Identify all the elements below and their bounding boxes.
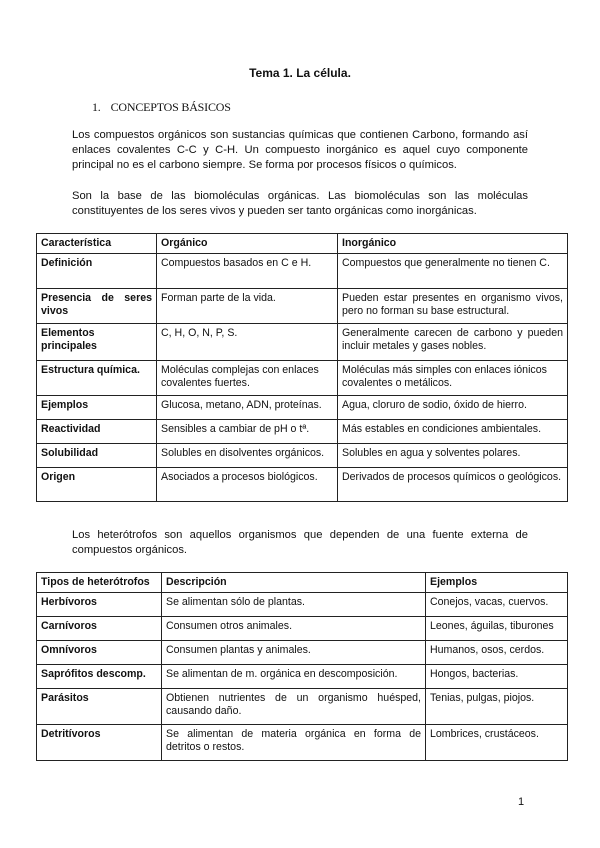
page-number: 1 [518, 796, 525, 808]
table-header-row [37, 573, 568, 593]
table-cell: Obtienen nutrientes de un organismo huésped, causando daño. [162, 689, 426, 725]
table-cell: Sensibles a cambiar de pH o tª. [157, 420, 338, 444]
row-label: Reactividad [37, 420, 157, 444]
table-row [37, 725, 568, 761]
table-row [37, 289, 568, 324]
table-cell: C, H, O, N, P, S. [157, 324, 338, 361]
table-cell: Solubles en disolventes orgánicos. [157, 444, 338, 468]
row-label: Herbívoros [37, 593, 162, 617]
table-cell: Leones, águilas, tiburones [426, 617, 568, 641]
table-cell: Solubles en agua y solventes polares. [338, 444, 568, 468]
row-label: Detritívoros [37, 725, 162, 761]
paragraph-heterotrophs: Los heterótrofos son aquellos organismos que dependen de una fuente externa de compuestos orgánicos. [72, 529, 528, 556]
table-cell: Se alimentan sólo de plantas. [162, 593, 426, 617]
column-header: Orgánico [157, 234, 338, 254]
organic-inorganic-table [36, 233, 568, 502]
table-header-row [37, 234, 568, 254]
table-cell: Compuestos que generalmente no tienen C. [338, 254, 568, 289]
table-row [37, 254, 568, 289]
table-row [37, 396, 568, 420]
table-cell: Hongos, bacterias. [426, 665, 568, 689]
table-cell: Moléculas complejas con enlaces covalentes fuertes. [157, 361, 338, 396]
table-cell: Conejos, vacas, cuervos. [426, 593, 568, 617]
table-cell: Glucosa, metano, ADN, proteínas. [157, 396, 338, 420]
table-cell: Pueden estar presentes en organismo vivos, pero no forman su base estructural. [338, 289, 568, 324]
column-header: Ejemplos [426, 573, 568, 593]
table-cell: Más estables en condiciones ambientales. [338, 420, 568, 444]
column-header: Característica [37, 234, 157, 254]
table-row [37, 468, 568, 502]
table-cell: Tenias, pulgas, piojos. [426, 689, 568, 725]
row-label: Presencia de seres vivos [37, 289, 157, 324]
row-label: Estructura química. [37, 361, 157, 396]
row-label: Omnívoros [37, 641, 162, 665]
table-cell: Consumen otros animales. [162, 617, 426, 641]
table-cell: Humanos, osos, cerdos. [426, 641, 568, 665]
table-cell: Agua, cloruro de sodio, óxido de hierro. [338, 396, 568, 420]
column-header: Inorgánico [338, 234, 568, 254]
paragraph-biomolecules: Son la base de las biomoléculas orgánicas. Las biomoléculas son las moléculas constituyentes de los seres vivos y pueden ser tanto orgánicas como inorgánicas. [72, 190, 528, 217]
row-label: Saprófitos descomp. [37, 665, 162, 689]
column-header: Tipos de heterótrofos [37, 573, 162, 593]
table-row [37, 689, 568, 725]
row-label: Solubilidad [37, 444, 157, 468]
table-row [37, 444, 568, 468]
table-row [37, 593, 568, 617]
row-label: Elementos principales [37, 324, 157, 361]
row-label: Parásitos [37, 689, 162, 725]
table-cell: Se alimentan de materia orgánica en forma de detritos o restos. [162, 725, 426, 761]
table-cell: Generalmente carecen de carbono y pueden incluir metales y gases nobles. [338, 324, 568, 361]
row-label: Carnívoros [37, 617, 162, 641]
table-cell: Moléculas más simples con enlaces iónicos covalentes o metálicos. [338, 361, 568, 396]
table-cell: Forman parte de la vida. [157, 289, 338, 324]
section-number: 1. [92, 100, 101, 114]
row-label: Definición [37, 254, 157, 289]
section-heading [92, 100, 231, 115]
table-row [37, 617, 568, 641]
table-cell: Consumen plantas y animales. [162, 641, 426, 665]
page-title: Tema 1. La célula. [249, 66, 351, 80]
table-row [37, 641, 568, 665]
table-cell: Lombrices, crustáceos. [426, 725, 568, 761]
table-cell: Derivados de procesos químicos o geológicos. [338, 468, 568, 502]
heterotrophs-table [36, 572, 568, 761]
table-cell: Se alimentan de m. orgánica en descomposición. [162, 665, 426, 689]
table-row [37, 324, 568, 361]
table-row [37, 420, 568, 444]
table-cell: Compuestos basados en C e H. [157, 254, 338, 289]
paragraph-intro: Los compuestos orgánicos son sustancias químicas que contienen Carbono, formando así enlaces covalentes C-C y C-H. Un compuesto inorgánico es aquel cuyo componente principal no es el carbono siempre. Se forma por procesos físicos o químicos. [72, 129, 528, 171]
row-label: Origen [37, 468, 157, 502]
table-cell: Asociados a procesos biológicos. [157, 468, 338, 502]
table-row [37, 361, 568, 396]
row-label: Ejemplos [37, 396, 157, 420]
column-header: Descripción [162, 573, 426, 593]
table-row [37, 665, 568, 689]
section-title: CONCEPTOS BÁSICOS [110, 100, 231, 114]
